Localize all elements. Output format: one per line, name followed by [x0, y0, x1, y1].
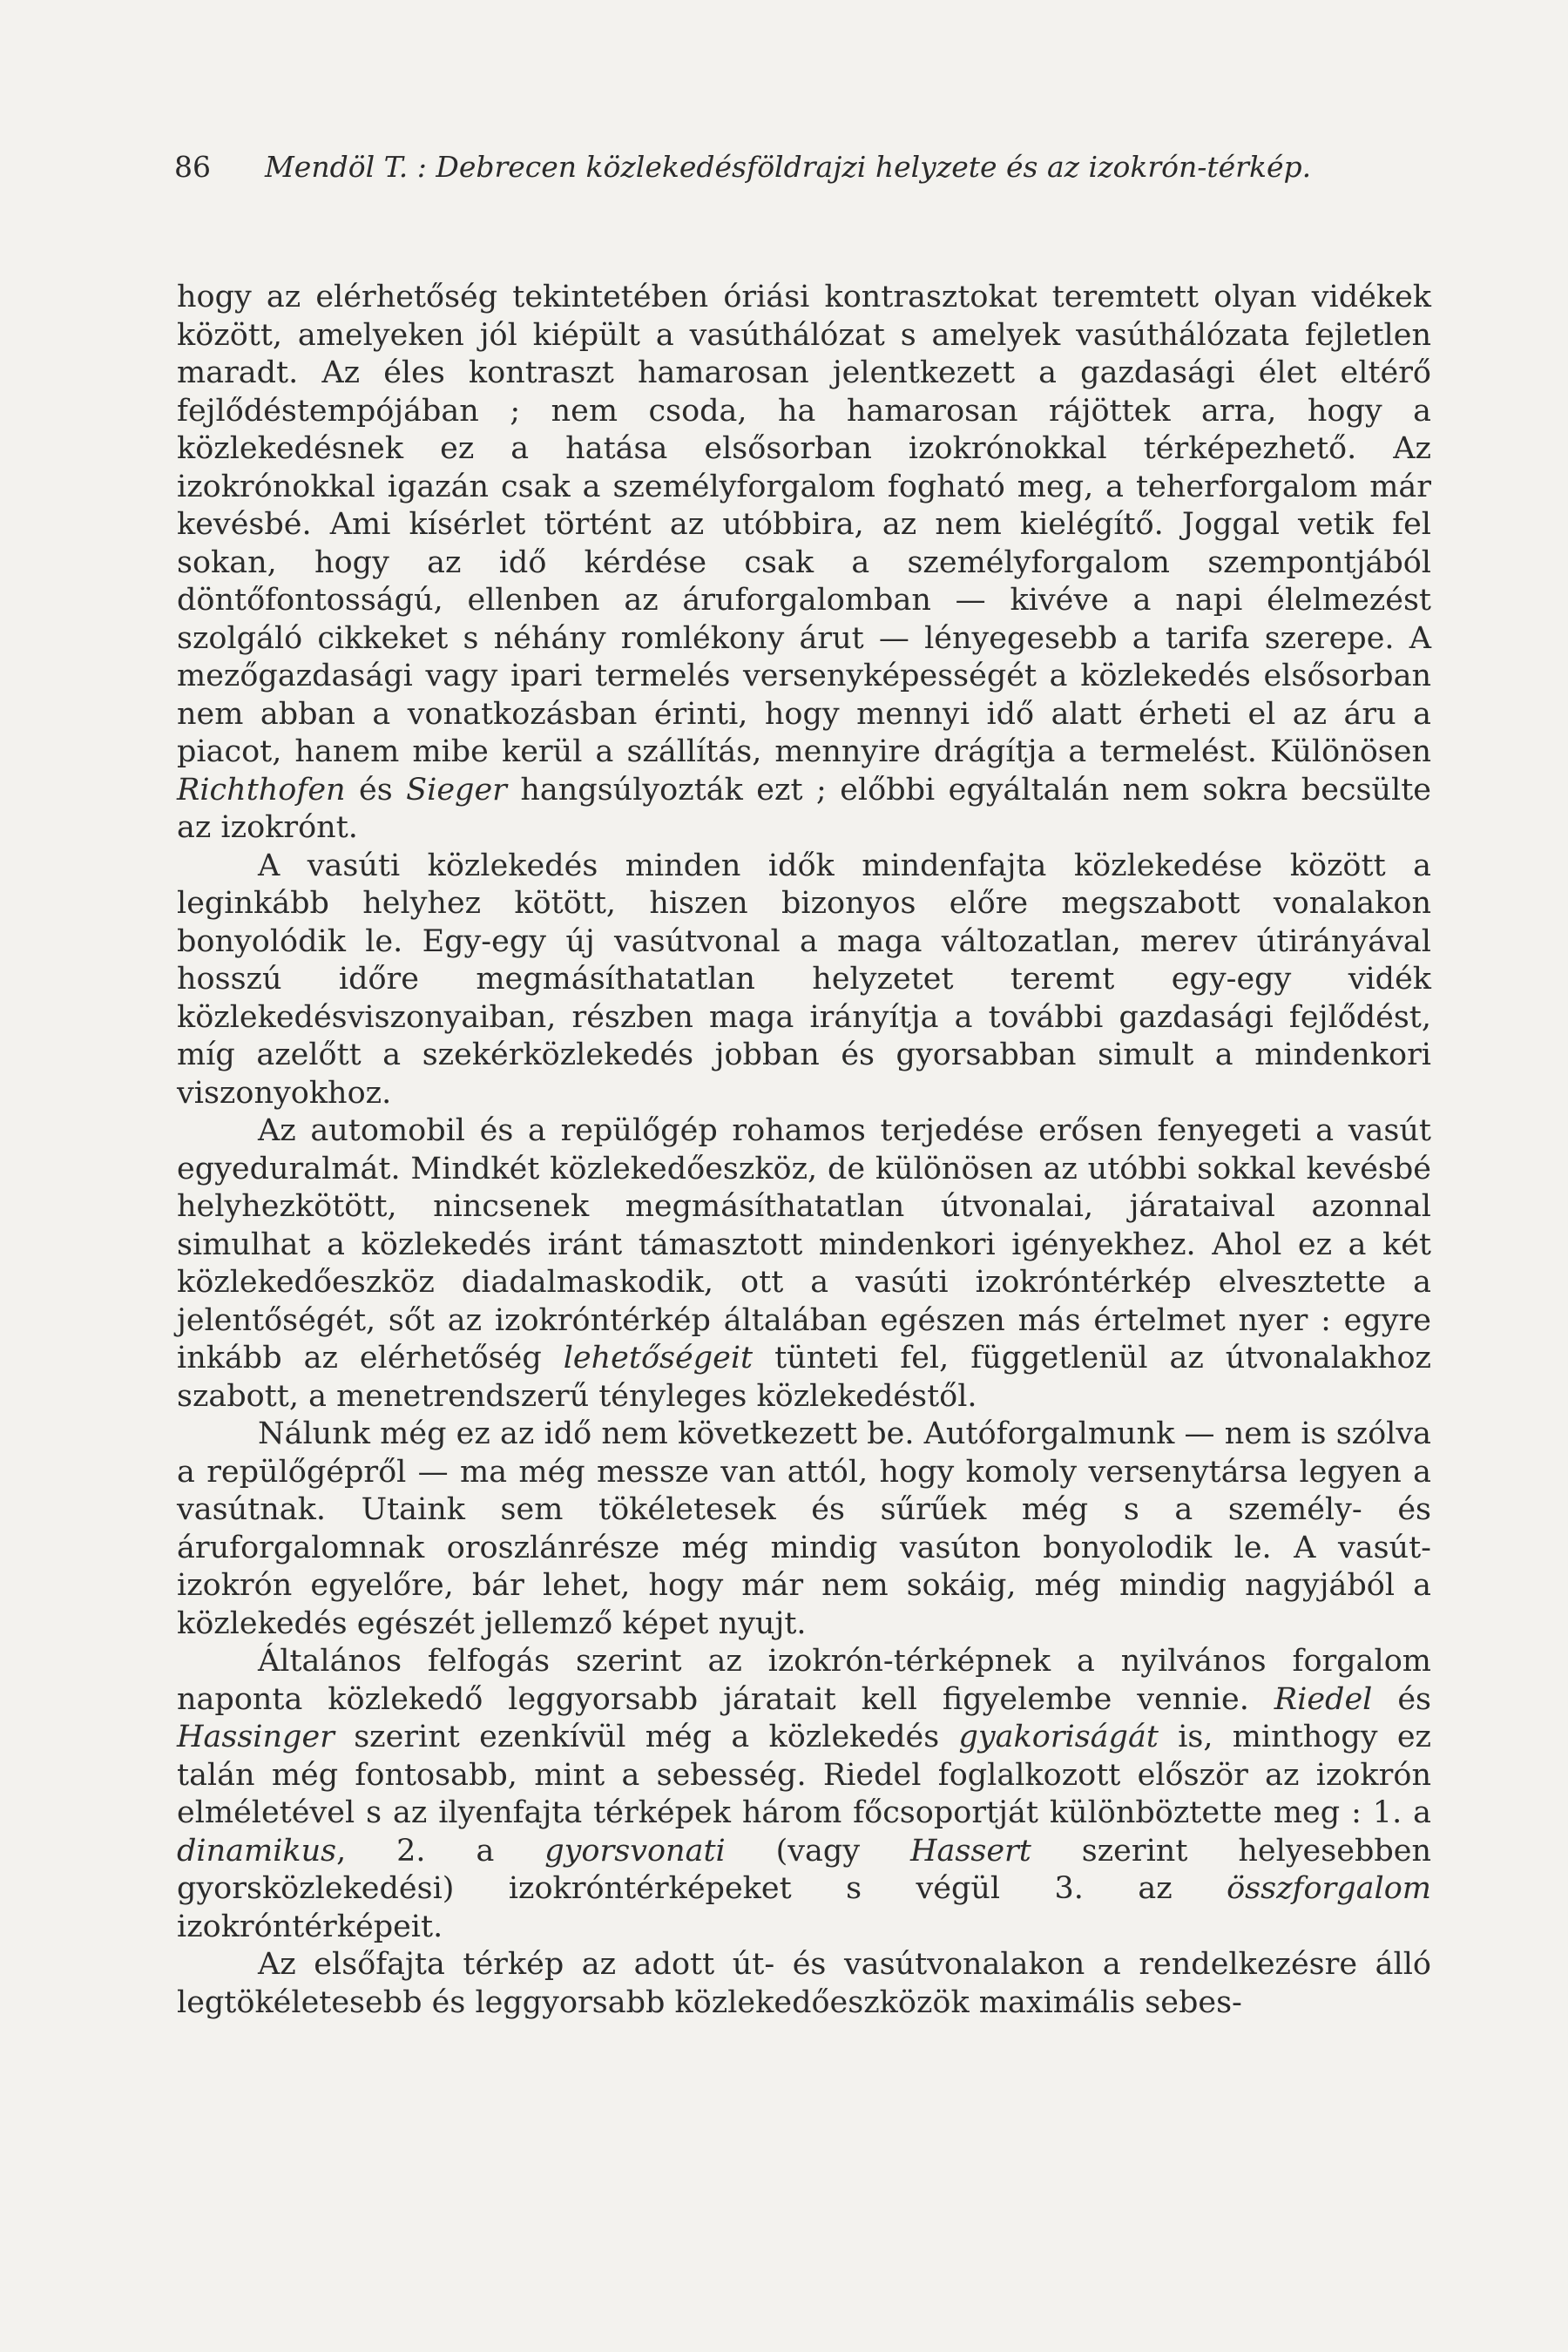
text-run: A vasúti közlekedés minden idők mindenfajta közlekedése között a leginkább helyhez kötött, hiszen bizonyos előre megszabott vonalakon bonyolódik le. Egy-egy új vasútvonal a maga változatlan, merev útirányával hosszú időre megmásíthatatlan helyzetet teremt egy-egy vidék közlekedésviszonyaiban, részben maga irányítja a további gazdasági fejlődést, míg azelőtt a szekérközlekedés jobban és gyorsabban simult a mindenkori viszonyokhoz. [177, 848, 1431, 1111]
text-run: is, minthogy ez talán még fontosabb, mint a sebesség. Riedel foglalkozott először az izokrón elméletével s az ilyenfajta térképek három főcsoportját különböztette meg : 1. a [177, 1720, 1431, 1830]
italic-term: Sieger [406, 772, 507, 808]
text-run: Általános felfogás szerint az izokrón-térképnek a nyilvános forgalom naponta közlekedő leggyorsabb járatait kell figyelembe vennie. [177, 1644, 1431, 1717]
text-run: tünteti fel, függetlenül az útvonalakhoz szabott, a menetrendszerű tényleges közlekedéstől. [177, 1341, 1431, 1414]
text-run: Az automobil és a repülőgép rohamos terjedése erősen fenyegeti a vasút egyeduralmát. Mindkét közlekedőeszköz, de különösen az utóbbi sokkal kevésbé helyhezkötött, nincsenek megmásíthatatlan útvonalai, járataival azonnal simulhat a közlekedés iránt támasztott mindenkori igényekhez. Ahol ez a két közlekedőeszköz diadalmaskodik, ott a vasúti izokróntérkép elvesztette a jelentőségét, sőt az izokróntérkép általában egészen más értelmet nyer : egyre inkább az elérhetőség [177, 1113, 1431, 1375]
paragraph [177, 1643, 1431, 1946]
text-run: szerint ezenkívül még a közlekedés [334, 1720, 959, 1754]
italic-term: Hassinger [177, 1720, 335, 1754]
paragraph [177, 1416, 1431, 1643]
page-number: 86 [174, 150, 211, 184]
running-header [174, 150, 1402, 184]
paragraph [177, 1112, 1431, 1416]
italic-term: Riedel [1274, 1681, 1373, 1717]
paragraph [177, 279, 1431, 848]
text-run: (vagy [725, 1833, 911, 1869]
paragraph [177, 1946, 1431, 2022]
text-run: hogy az elérhetőség tekintetében óriási kontrasztokat teremtett olyan vidékek között, amelyeken jól kiépült a vasúthálózat s amelyek vasúthálózata fejletlen maradt. Az éles kontraszt hamarosan jelentkezett a gazdasági élet eltérő fejlődéstempójában ; nem csoda, ha hamarosan rájöttek arra, hogy a közlekedésnek ez a hatása elsősorban izokrónokkal térképezhető. Az izokrónokkal igazán csak a személyforgalom fogható meg, a teherforgalom már kevésbé. Ami kísérlet történt az utóbbira, az nem kielégítő. Joggal vetik fel sokan, hogy az idő kérdése csak a személyforgalom szempontjából döntőfontosságú, ellenben az áruforgalomban — kivéve a napi élelmezést szolgáló cikkeket s néhány romlékony árut — lényegesebb a tarifa szerepe. A mezőgazdasági vagy ipari termelés versenyképességét a közlekedés elsősorban nem abban a vonatkozásban érinti, hogy mennyi idő alatt érheti el az áru a piacot, hanem mibe kerül a szállítás, mennyire drágítja a termelést. Különösen [177, 280, 1431, 769]
running-title: Mendöl T. : Debrecen közlekedésföldrajzi helyzete és az izokrón-térkép. [265, 150, 1312, 184]
body-text [177, 279, 1431, 2022]
text-run: Nálunk még ez az idő nem következett be. Autóforgalmunk — nem is szólva a repülőgépről — ma még messze van attól, hogy komoly versenytársa legyen a vasútnak. Utaink sem tökéletesek és sűrűek még s a személy- és áruforgalomnak oroszlánrésze még mindig vasúton bonyolodik le. A vasút-izokrón egyelőre, bár lehet, hogy már nem sokáig, még mindig nagyjából a közlekedés egészét jellemző képet nyujt. [177, 1416, 1431, 1641]
italic-term: összforgalom [1227, 1871, 1431, 1906]
text-run: hangsúlyozták ezt ; előbbi egyáltalán nem sokra becsülte az izokrónt. [177, 772, 1431, 845]
text-run: és [1372, 1681, 1431, 1717]
text-run: és [345, 772, 407, 808]
italic-term: Richthofen [177, 772, 346, 808]
italic-term: gyorsvonati [544, 1833, 726, 1869]
italic-term: gyakoriságát [958, 1720, 1159, 1754]
text-run: , 2. a [336, 1833, 545, 1869]
text-run: szerint helyesebben gyorsközlekedési) izokróntérképeket s végül 3. az [177, 1833, 1432, 1906]
paragraph [177, 848, 1431, 1113]
text-run: izokróntérképeit. [177, 1909, 443, 1944]
italic-term: lehetőségeit [563, 1341, 754, 1375]
italic-term: Hassert [910, 1833, 1031, 1869]
italic-term: dinamikus [177, 1833, 337, 1869]
text-run: Az elsőfajta térkép az adott út- és vasútvonalakon a rendelkezésre álló legtökéletesebb és leggyorsabb közlekedőeszközök maximális sebes- [177, 1947, 1431, 2020]
